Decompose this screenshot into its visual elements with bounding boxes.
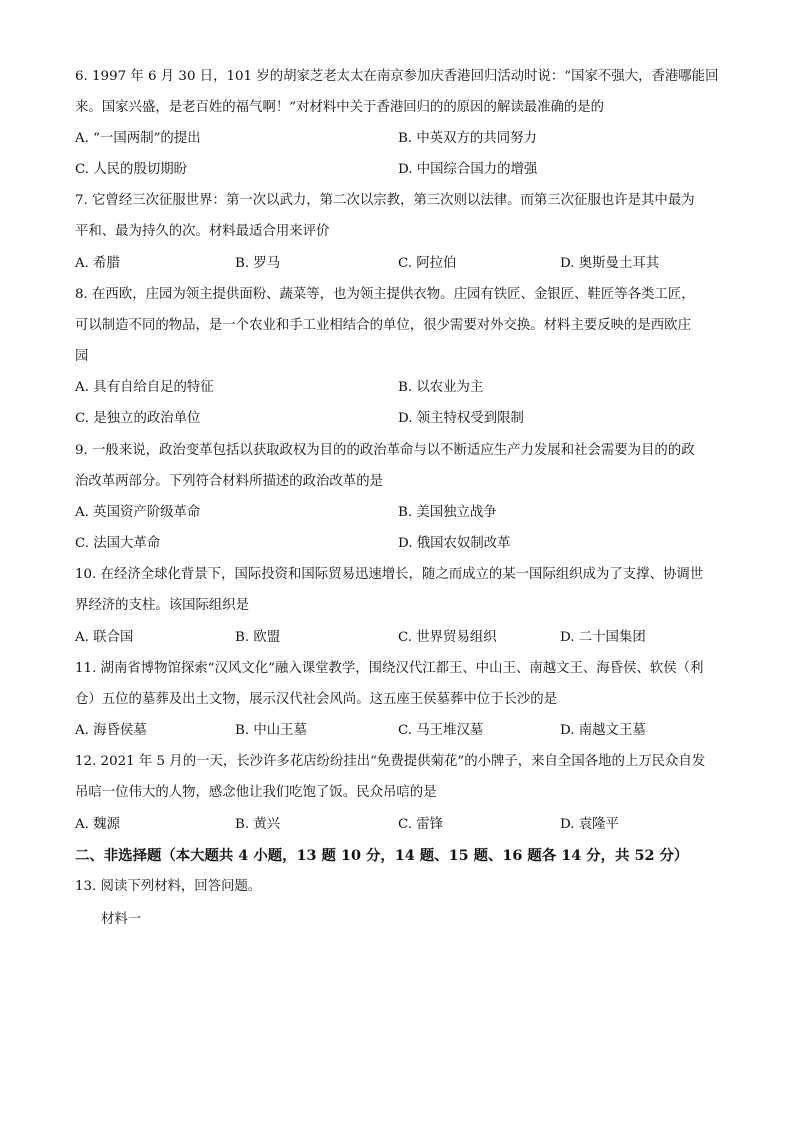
question-6-line-1: 6. 1997 年 6 月 30 日，101 岁的胡家芝老太太在南京参加庆香港回归活动时说：“国家不强大，香港哪能回 <box>75 69 719 84</box>
question-8-option-a[interactable]: A. 具有自给自足的特征 <box>75 380 214 395</box>
question-6-option-a[interactable]: A. “一国两制”的提出 <box>75 131 201 146</box>
question-10-option-b[interactable]: B. 欧盟 <box>235 630 281 645</box>
question-11-line-2: 仓）五位的墓葬及出土文物，展示汉代社会风尚。这五座王侯墓葬中位于长沙的是 <box>75 692 558 707</box>
question-8-line-2: 可以制造不同的物品，是一个农业和手工业相结合的单位，很少需要对外交换。材料主要反映的是西欧庄 <box>75 318 691 333</box>
question-12-option-c[interactable]: C. 雷锋 <box>398 817 444 832</box>
question-7-line-2: 平和、最为持久的次。材料最适合用来评价 <box>75 224 330 239</box>
question-10-line-1: 10. 在经济全球化背景下，国际投资和国际贸易迅速增长，随之而成立的某一国际组织成为了支撑、协调世 <box>75 567 704 582</box>
question-6-option-d[interactable]: D. 中国综合国力的增强 <box>398 162 538 177</box>
question-11-option-d[interactable]: D. 南越文王墓 <box>560 723 646 738</box>
question-6-option-c[interactable]: C. 人民的殷切期盼 <box>75 162 188 177</box>
question-9-line-1: 9. 一般来说，政治变革包括以获取政权为目的的政治革命与以不断适应生产力发展和社会需要为目的的政 <box>75 443 695 458</box>
question-11-option-a[interactable]: A. 海昏侯墓 <box>75 723 147 738</box>
question-13-material-label: 材料一 <box>101 912 142 927</box>
question-11-option-c[interactable]: C. 马王堆汉墓 <box>398 723 484 738</box>
question-6-line-2: 来。国家兴盛，是老百姓的福气啊！”对材料中关于香港回归的的原因的解读最准确的是的 <box>75 100 605 115</box>
section-title: 二、非选择题（本大题共 4 小题，13 题 10 分，14 题、15 题、16 题各 14 分，共 52 分） <box>75 847 689 864</box>
question-8-option-d[interactable]: D. 领主特权受到限制 <box>398 411 524 426</box>
question-9-option-c[interactable]: C. 法国大革命 <box>75 536 161 551</box>
question-8-option-c[interactable]: C. 是独立的政治单位 <box>75 411 201 426</box>
question-7-option-b[interactable]: B. 罗马 <box>235 256 281 271</box>
question-11-line-1: 11. 湖南省博物馆探索“汉风文化”融入课堂教学，围绕汉代江都王、中山王、南越文王、海昏侯、软侯（利 <box>75 661 704 676</box>
question-10-option-a[interactable]: A. 联合国 <box>75 630 134 645</box>
question-10-line-2: 界经济的支柱。该国际组织是 <box>75 598 250 613</box>
question-12-line-2: 吊唁一位伟大的人物，感念他让我们吃饱了饭。民众吊唁的是 <box>75 785 437 800</box>
question-9-option-b[interactable]: B. 美国独立战争 <box>398 505 497 520</box>
question-8-option-b[interactable]: B. 以农业为主 <box>398 380 484 395</box>
question-12-option-b[interactable]: B. 黄兴 <box>235 817 281 832</box>
question-7-option-a[interactable]: A. 希腊 <box>75 256 120 271</box>
question-10-option-c[interactable]: C. 世界贸易组织 <box>398 630 497 645</box>
question-13-stem: 13. 阅读下列材料，回答问题。 <box>75 879 262 894</box>
question-12-option-d[interactable]: D. 袁隆平 <box>560 817 619 832</box>
question-7-line-1: 7. 它曾经三次征服世界：第一次以武力，第二次以宗教，第三次则以法律。而第三次征服也许是其中最为 <box>75 193 695 208</box>
question-7-option-d[interactable]: D. 奥斯曼土耳其 <box>560 256 660 271</box>
question-9-option-a[interactable]: A. 英国资产阶级革命 <box>75 505 201 520</box>
question-12-option-a[interactable]: A. 魏源 <box>75 817 120 832</box>
question-11-option-b[interactable]: B. 中山王墓 <box>235 723 307 738</box>
question-6-option-b[interactable]: B. 中英双方的共同努力 <box>398 131 537 146</box>
question-10-option-d[interactable]: D. 二十国集团 <box>560 630 646 645</box>
question-9-option-d[interactable]: D. 俄国农奴制改革 <box>398 536 511 551</box>
question-8-line-3: 园 <box>75 349 89 364</box>
question-7-option-c[interactable]: C. 阿拉伯 <box>398 256 457 271</box>
question-9-line-2: 治改革两部分。下列符合材料所描述的政治改革的是 <box>75 474 383 489</box>
question-12-line-1: 12. 2021 年 5 月的一天，长沙许多花店纷纷挂出“免费提供菊花”的小牌子，来自全国各地的上万民众自发 <box>75 754 706 769</box>
question-8-line-1: 8. 在西欧，庄园为领主提供面粉、蔬菜等，也为领主提供衣物。庄园有铁匠、金银匠、鞋匠等各类工匠， <box>75 287 695 302</box>
